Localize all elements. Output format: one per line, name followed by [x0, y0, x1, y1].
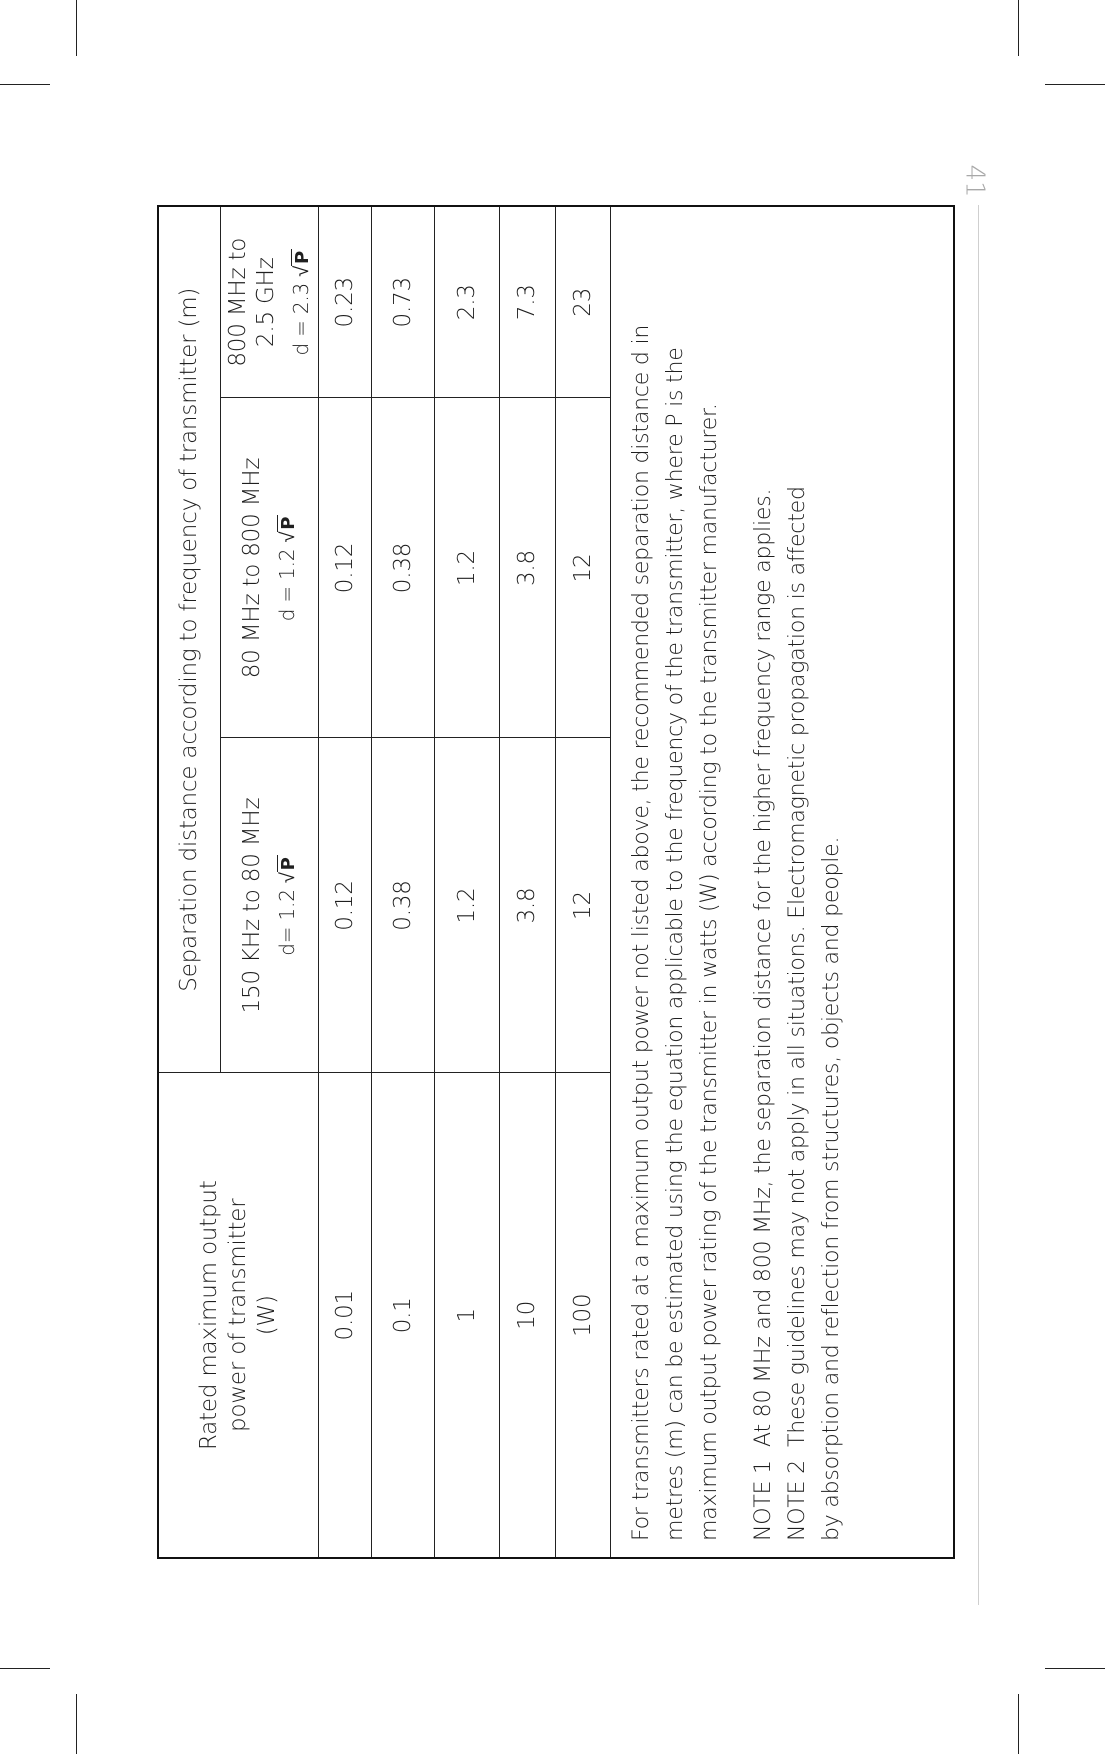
formula-prefix: d= 1.2	[274, 889, 299, 956]
crop-mark	[1045, 1668, 1105, 1669]
notes-paragraph	[625, 221, 727, 1541]
distance-cell: 0.12	[318, 738, 371, 1073]
crop-mark	[0, 1668, 50, 1669]
header-band-2	[220, 398, 318, 738]
note-label: NOTE 2	[784, 1460, 810, 1541]
margin-rule	[978, 205, 979, 1605]
notes-line: metres (m) can be estimated using the equation applicable to the frequency of the transmitter, where P is the	[662, 347, 688, 1541]
band-range: 80 MHz to 800 MHz	[238, 457, 265, 679]
note-text: by absorption and reflection from structures, objects and people.	[818, 836, 844, 1541]
note-1	[747, 221, 781, 1541]
power-cell: 100	[555, 1073, 610, 1558]
distance-cell: 0.38	[371, 398, 434, 738]
notes-list	[747, 221, 849, 1541]
distance-cell: 0.38	[371, 738, 434, 1073]
sqrt-symbol: √P	[274, 516, 299, 543]
header-line: power of transmitter	[224, 1198, 251, 1432]
note-2	[781, 221, 815, 1541]
formula-prefix: d = 1.2	[274, 548, 299, 622]
distance-cell: 2.3	[434, 206, 499, 398]
band-formula	[289, 217, 315, 388]
band-formula	[275, 409, 301, 728]
crop-mark	[76, 1694, 77, 1754]
notes-cell	[610, 206, 954, 1558]
band-formula	[275, 749, 301, 1063]
crop-mark	[1018, 1694, 1019, 1754]
distance-cell: 23	[555, 206, 610, 398]
distance-cell: 3.8	[499, 738, 555, 1073]
rotated-table-container	[157, 207, 953, 1559]
table-row	[318, 206, 371, 1558]
sqrt-symbol: √P	[289, 250, 313, 277]
power-cell: 1	[434, 1073, 499, 1558]
distance-cell: 0.23	[318, 206, 371, 398]
crop-mark	[0, 84, 50, 85]
sqrt-symbol: √P	[274, 857, 299, 884]
band-range: 800 MHz to 2.5 GHz	[224, 237, 280, 367]
distance-cell: 7.3	[499, 206, 555, 398]
separation-distance-table	[157, 205, 955, 1559]
band-range: 150 KHz to 80 MHz	[238, 797, 265, 1014]
radicand: P	[277, 516, 299, 530]
notes-line: For transmitters rated at a maximum output power not listed above, the recommended separation distance d in	[628, 324, 654, 1541]
header-band-1	[220, 738, 318, 1073]
distance-cell: 3.8	[499, 398, 555, 738]
table-row	[371, 206, 434, 1558]
header-rated-power	[158, 1073, 318, 1558]
power-cell: 10	[499, 1073, 555, 1558]
crop-mark	[76, 0, 77, 56]
distance-cell: 0.73	[371, 206, 434, 398]
note-text: At 80 MHz and 800 MHz, the separation distance for the higher frequency range applies.	[750, 488, 776, 1447]
radicand: P	[292, 250, 313, 264]
distance-cell: 12	[555, 738, 610, 1073]
distance-cell: 12	[555, 398, 610, 738]
table-row	[434, 206, 499, 1558]
distance-cell: 1.2	[434, 738, 499, 1073]
formula-prefix: d = 2.3	[289, 282, 313, 356]
notes-line: maximum output power rating of the transmitter in watts (W) according to the transmitter manufacturer.	[696, 403, 722, 1541]
note-label: NOTE 1	[750, 1460, 776, 1541]
radicand: P	[277, 857, 299, 871]
page-number: 41	[959, 164, 990, 198]
header-band-3	[220, 206, 318, 398]
crop-mark	[1018, 0, 1019, 56]
power-cell: 0.01	[318, 1073, 371, 1558]
distance-cell: 0.12	[318, 398, 371, 738]
power-cell: 0.1	[371, 1073, 434, 1558]
header-separation-distance: Separation distance according to frequency of transmitter (m)	[158, 206, 220, 1073]
table-row	[555, 206, 610, 1558]
note-text: These guidelines may not apply in all situations. Electromagnetic propagation is affected	[784, 486, 810, 1447]
table-row	[499, 206, 555, 1558]
header-line: Rated maximum output	[196, 1180, 223, 1451]
distance-cell: 1.2	[434, 398, 499, 738]
crop-mark	[1045, 84, 1105, 85]
header-line: (W)	[253, 1295, 280, 1336]
